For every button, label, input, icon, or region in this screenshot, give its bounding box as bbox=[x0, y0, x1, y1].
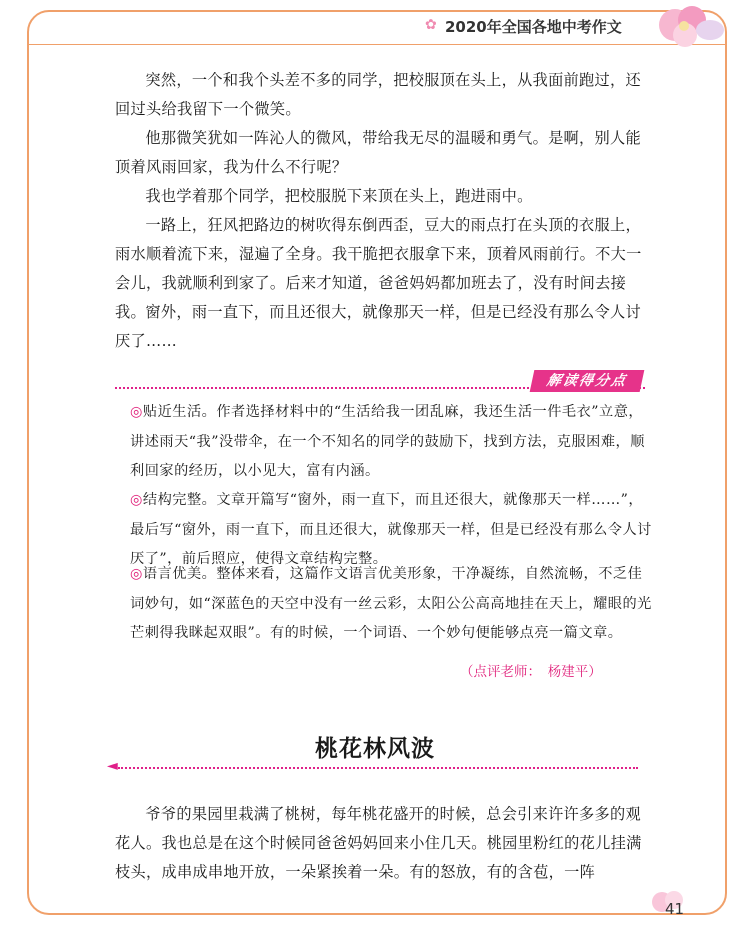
bullet-icon: ◎ bbox=[130, 492, 143, 508]
essay-paragraph: 一路上，狂风把路边的树吹得东倒西歪，豆大的雨点打在头顶的衣服上，雨水顺着流下来，湿遍了全身。我干脆把衣服拿下来，顶着风雨前行。不大一会儿，我就顺利到家了。后来才知道，爸爸妈妈都加班去了，没有时间去接我。 bbox=[115, 216, 642, 321]
bullet-icon: ◎ bbox=[130, 566, 143, 582]
bullet-icon: ◎ bbox=[130, 404, 143, 420]
reviewer-credit: （点评老师： 杨建平） bbox=[460, 664, 602, 680]
header-rule bbox=[27, 44, 727, 45]
title-divider bbox=[118, 767, 638, 769]
comment-text: 贴近生活。作者选择材料中的“生活给我一团乱麻，我还生活一件毛衣”立意，讲述雨天“我”没带伞，在一个不知名的同学的鼓励下，找到方法，克服困难，顺利回家的经历，以小见大，富有内涵。 bbox=[130, 404, 645, 479]
essay-paragraph: 我也学着那个同学，把校服脱下来顶在头上，跑进雨中。 bbox=[145, 187, 533, 205]
essay-paragraph: 爷爷的果园里栽满了桃树，每年桃花盛开的时候，总会引来许许多多的观花人。我也总是在这个时候同爸爸妈妈回来小住几天。桃园里粉红的花儿挂满枝头，成串成串地开放，一朵紧挨着一朵。有的怒放，有的含苞，一阵 bbox=[115, 805, 642, 881]
essay-title: 桃花林风波 bbox=[315, 736, 435, 762]
section-label: 解读得分点 bbox=[530, 370, 645, 392]
comment-text: 结构完整。文章开篇写“窗外，雨一直下，而且还很大，就像那天一样……”，最后写“窗外，雨一直下，而且还很大，就像那天一样，但是已经没有那么令人讨厌了”，前后照应，使得文章结构完整。 bbox=[130, 492, 652, 567]
comment-item bbox=[130, 560, 655, 649]
arrow-left-icon: ◄ bbox=[107, 758, 118, 774]
flower-icon: ✿ bbox=[425, 17, 437, 33]
comment-text: 语言优美。整体来看，这篇作文语言优美形象，干净凝练，自然流畅，不乏佳词妙句，如“深蓝色的天空中没有一丝云彩，太阳公公高高地挂在天上，耀眼的光芒刺得我眯起双眼”。有的时候，一个词语、一个妙句便能够点亮一篇文章。 bbox=[130, 566, 652, 641]
essay-paragraph: 突然，一个和我个头差不多的同学，把校服顶在头上，从我面前跑过，还回过头给我留下一个微笑。 bbox=[115, 71, 641, 118]
flower-decoration-icon bbox=[640, 0, 730, 50]
essay-paragraph: 他那微笑犹如一阵沁人的微风，带给我无尽的温暖和勇气。是啊，别人能顶着风雨回家，我为什么不行呢？ bbox=[115, 129, 641, 176]
page-number: 41 bbox=[665, 900, 685, 918]
essay-paragraph: 窗外，雨一直下，而且还很大，就像那天一样，但是已经没有那么令人讨厌了…… bbox=[115, 303, 641, 350]
book-title: 2020年全国各地中考作文 bbox=[445, 18, 622, 36]
comment-item bbox=[130, 398, 655, 487]
